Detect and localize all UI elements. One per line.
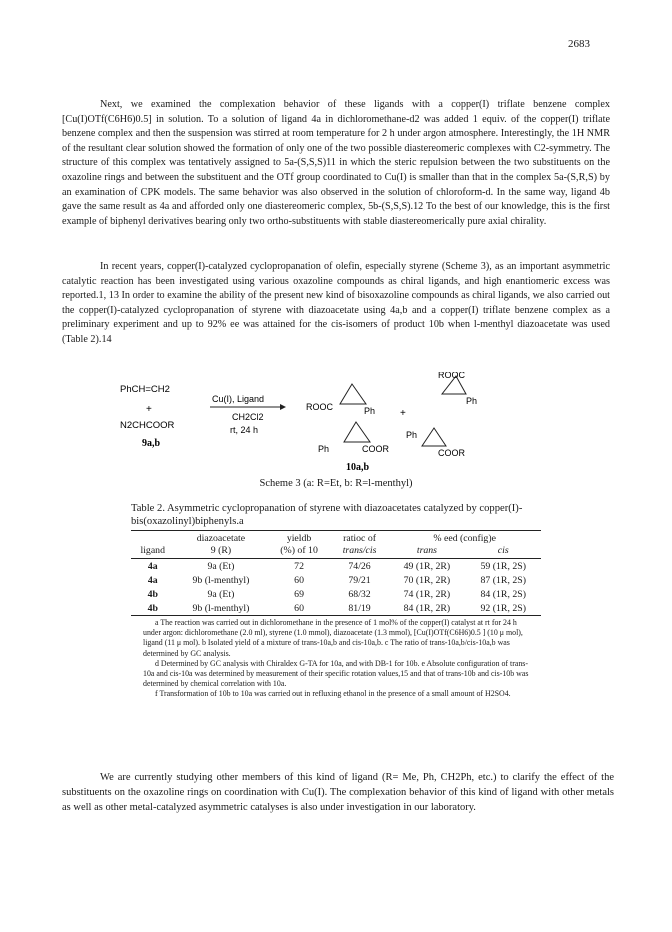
header-cell: trans xyxy=(388,545,465,559)
header-cell: ratioc of xyxy=(331,531,389,546)
header-cell: (%) of 10 xyxy=(267,545,330,559)
header-cell: % eed (config)e xyxy=(388,531,541,546)
header-cell xyxy=(131,531,174,546)
reactant-label: 9a,b xyxy=(142,438,161,449)
header-cell: diazoacetate xyxy=(174,531,267,546)
table-cell: 84 (1R, 2R) xyxy=(388,601,465,616)
reactant-diazoacetate: N2CHCOOR xyxy=(120,420,175,431)
product-substituent-ph-lower: Ph xyxy=(318,444,330,454)
conditions-time: rt, 24 h xyxy=(230,425,259,435)
table-cell: 59 (1R, 2S) xyxy=(480,560,526,572)
product-substituent-ph-lower-2: Ph xyxy=(406,430,418,440)
table-cell: 9b (l-menthyl) xyxy=(174,601,267,616)
cyclopropane-ring-lower-1 xyxy=(344,422,370,442)
table-cell: 4a xyxy=(147,574,158,586)
table-row xyxy=(131,559,541,574)
paragraph-cyclopropanation: In recent years, copper(I)-catalyzed cyclopropanation of olefin, especially styrene (Scheme 3), as an important asymmetric catalytic reaction has been investigated using various oxazoline compounds as chiral ligands, and high enantiomeric excess was reported.1, 13 In order to examine the ability of the present new kind of bisoxazoline compounds as chiral ligands, we also carried out the copper(I)-catalyzed cyclopropanation of styrene with diazoacetate using 4a,b and a copper(I) triflate benzene complex as a preliminary experiment and up to 92% ee was attained for the cis-isomers of product 10b when l-menthyl diazoacetate was used (Table 2).14 xyxy=(62,261,610,345)
table-cell: 92 (1R, 2S) xyxy=(465,601,541,616)
table-2 xyxy=(131,502,541,700)
cyclopropane-ring-lower-2 xyxy=(422,428,446,446)
table-cell: 79/21 xyxy=(348,574,371,586)
product-substituent-ph: Ph xyxy=(364,406,376,416)
footnote-a-c: a The reaction was carried out in dichloromethane in the presence of 1 mol% of the copper(I) catalyst at rt for 24 h under argon: dichloromethane (2.0 ml), styrene (1.0 mmol), diazoacetate (1.3 mmol), [Cu(I)OTf(C6H6)0.5 ] (10 μ mol), ligand (11 μ mol). b Isolated yield of a mixture of trans-10a,b and cis-10a,b. c The ratio of trans-10a,b/cis-10a,b was determined by GC analysis. xyxy=(143,618,523,658)
table-cell: 9b (l-menthyl) xyxy=(192,574,250,586)
table-title: Table 2. Asymmetric cyclopropanation of styrene with diazoacetates catalyzed by copper(I)-bis(oxazolinyl)biphenyls.a xyxy=(131,503,523,527)
table-row xyxy=(131,587,541,601)
plus-sign-products: + xyxy=(400,408,406,419)
table-cell: 9a (Et) xyxy=(207,560,235,572)
table-cell: 72 xyxy=(294,560,304,572)
table-footnotes xyxy=(143,618,531,700)
header-cell: trans/cis xyxy=(331,545,389,559)
table-cell: 87 (1R, 2S) xyxy=(480,574,526,586)
table-cell: 9a (Et) xyxy=(207,588,235,600)
header-cell: yieldb xyxy=(267,531,330,546)
table-row xyxy=(131,601,541,616)
table-cell: 4a xyxy=(147,560,158,572)
conditions-catalyst: Cu(I), Ligand xyxy=(212,394,265,404)
table-cell: 74/26 xyxy=(348,560,371,572)
header-cell: ligand xyxy=(131,545,174,559)
results-table xyxy=(131,530,541,616)
table-cell: 84 (1R, 2S) xyxy=(480,588,526,600)
reactant-styrene: PhCH=CH2 xyxy=(120,384,170,395)
paragraph-complexation: Next, we examined the complexation behavior of these ligands with a copper(I) triflate benzene complex [Cu(I)OTf(C6H6)0.5] in solution. To a solution of ligand 4a in dichloromethane-d2 was added 1 equiv. of the copper(I) triflate benzene complex and then the suspension was stirred at room temperature for 2 h under argon atmosphere. Interestingly, the 1H NMR of the resultant clear solution showed the formation of only one of the two possible diastereomeric complexes with C2-symmetry. The structure of this complex was tentatively assigned to 5a-(S,S,S)11 in which the steric repulsion between the two substituents on the oxazoline rings and between the substituent and the OTf group coordinated to Cu(I) is smaller than that in the complex 5a-(S,R,S) by an examination of CPK models. The same behavior was also observed in the solution of chloroform-d. In the same way, ligand 4b gave the same result as 4a and afforded only one diastereomeric complex, 5b-(S,S,S).12 To the best of our knowledge, this is the first example of biphenyl derivatives bearing only two ortho-substituents with stable diastereomerically pure axial chirality. xyxy=(62,99,610,227)
footnote-d-e: d Determined by GC analysis with Chiraldex G-TA for 10a, and with DB-1 for 10b. e Absolute configuration of trans-10a and cis-10a was determined by measurement of their specific rotation values,15 and that of trans-10b and cis-10b was determined by chemical correlation with 10a. xyxy=(143,658,529,689)
product-label: 10a,b xyxy=(346,462,370,473)
table-cell: 74 (1R, 2R) xyxy=(403,588,451,600)
table-cell: 68/32 xyxy=(348,588,371,600)
table-cell: 70 (1R, 2R) xyxy=(403,574,451,586)
table-cell: 4b xyxy=(147,588,158,600)
table-cell: 81/19 xyxy=(331,601,389,616)
header-cell: 9 (R) xyxy=(174,545,267,559)
product-substituent-rooc: ROOC xyxy=(306,402,333,412)
cyclopropane-ring-cis xyxy=(340,384,366,404)
plus-sign: + xyxy=(146,404,152,415)
table-cell: 4b xyxy=(131,601,174,616)
table-row xyxy=(131,573,541,587)
table-cell: 60 xyxy=(294,574,304,586)
table-cell: 49 (1R, 2R) xyxy=(403,560,451,572)
page-number: 2683 xyxy=(568,38,590,50)
reaction-arrowhead xyxy=(280,404,286,410)
table-cell: 60 xyxy=(267,601,330,616)
product-substituent-ph-trans: Ph xyxy=(466,396,478,406)
product-substituent-rooc-trans: ROOC xyxy=(438,372,465,380)
scheme-caption: Scheme 3 (a: R=Et, b: R=l-menthyl) xyxy=(259,478,413,489)
table-cell: 69 xyxy=(294,588,304,600)
product-substituent-coor: COOR xyxy=(362,444,389,454)
conditions-solvent: CH2Cl2 xyxy=(232,412,264,422)
paragraph-future-work: We are currently studying other members of this kind of ligand (R= Me, Ph, CH2Ph, etc.) to clarify the effect of the substituents on the oxazoline rings on coordination with Cu(I). The complexation behavior of this kind of ligand with other metals as well as other metal-catalyzed asymmetric catalyses is also under investigation in our laboratory. xyxy=(62,772,614,814)
product-substituent-coor-2: COOR xyxy=(438,448,465,458)
header-cell: cis xyxy=(465,545,541,559)
footnote-f: f Transformation of 10b to 10a was carried out in refluxing ethanol in the presence of a small amount of H2SO4. xyxy=(155,689,511,699)
